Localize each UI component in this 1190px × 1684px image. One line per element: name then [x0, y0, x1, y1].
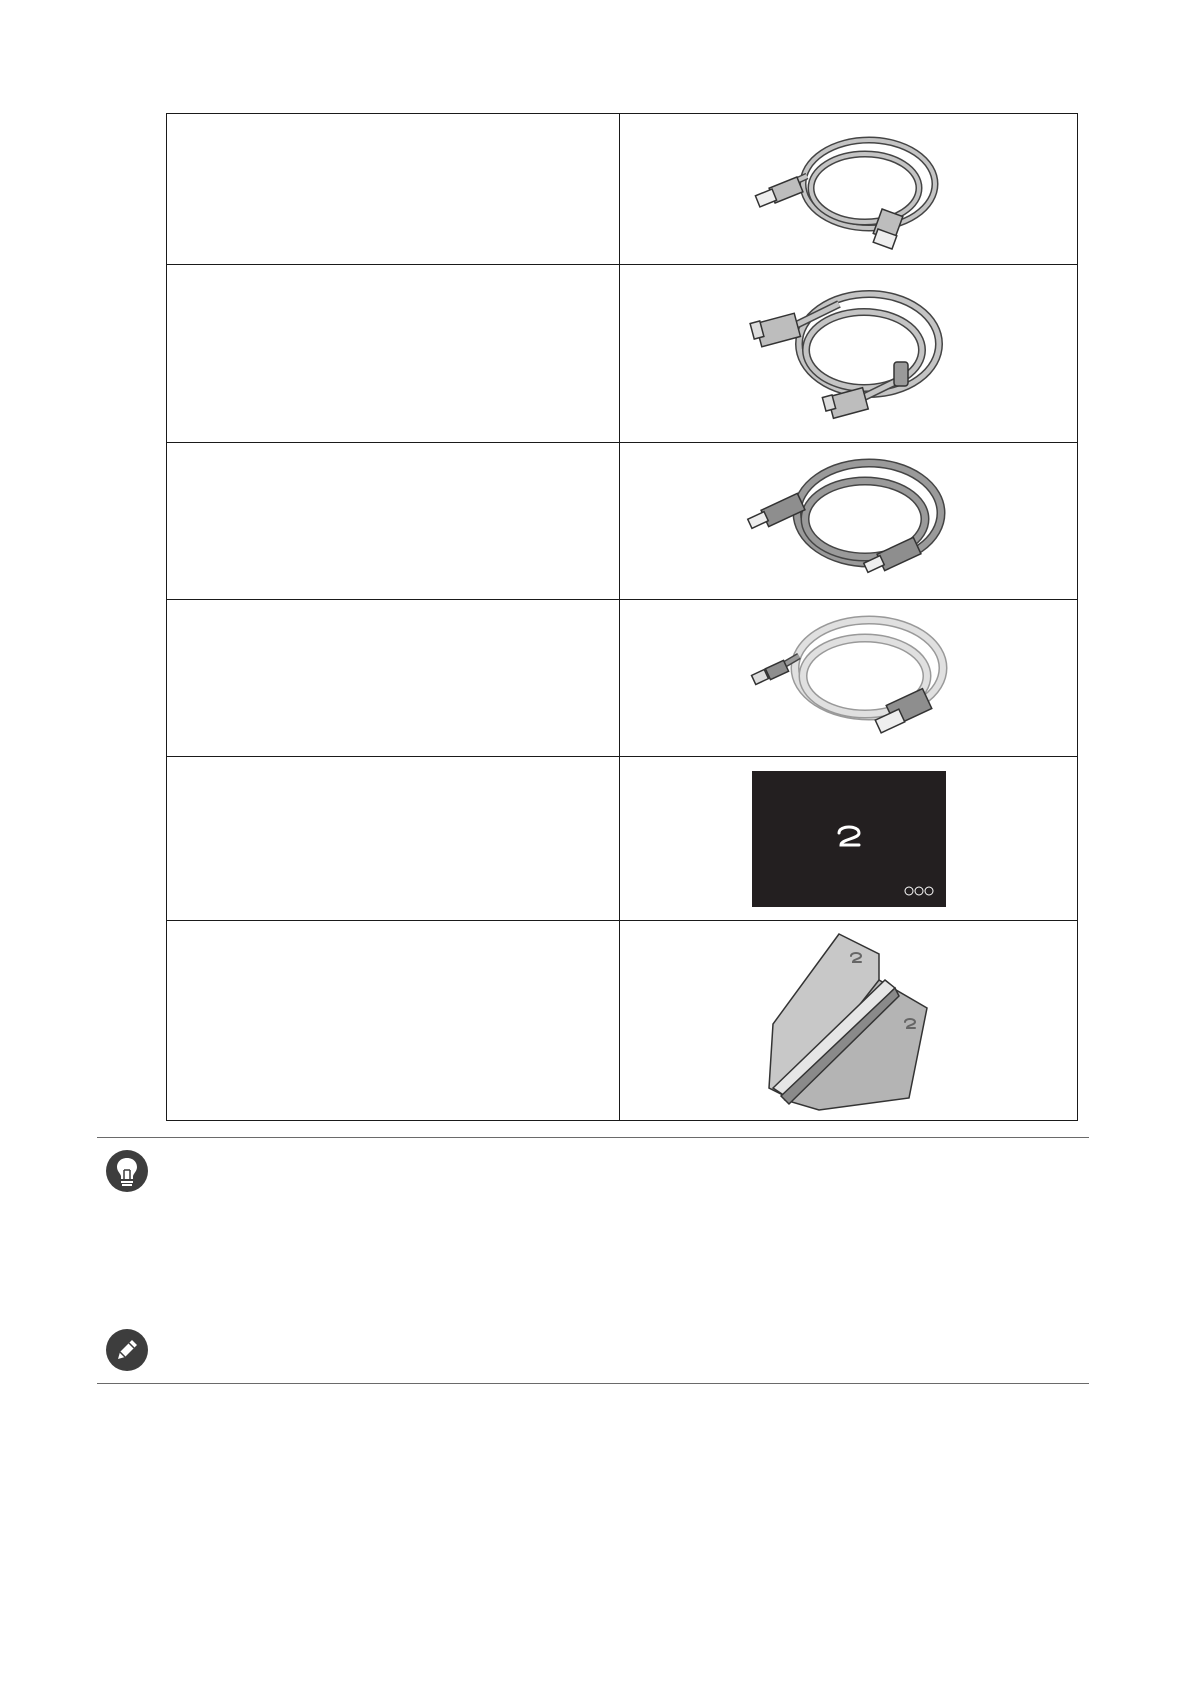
description-cell — [167, 114, 620, 265]
pencil-icon — [105, 1328, 149, 1372]
table-row — [167, 114, 1078, 265]
table-row — [167, 757, 1078, 921]
description-cell — [167, 921, 620, 1121]
top-divider — [97, 1137, 1089, 1138]
accessory-table — [166, 113, 1078, 1121]
displayport-cable-icon — [739, 608, 959, 748]
table-row — [167, 600, 1078, 757]
dvi-cable-icon — [744, 274, 954, 434]
bottom-divider — [97, 1383, 1089, 1384]
description-cell — [167, 600, 620, 757]
picture-cell — [620, 443, 1078, 600]
lightbulb-icon — [105, 1149, 149, 1193]
description-cell — [167, 443, 620, 600]
picture-cell — [620, 921, 1078, 1121]
picture-cell — [620, 600, 1078, 757]
table-row — [167, 443, 1078, 600]
description-cell — [167, 265, 620, 443]
table-row — [167, 265, 1078, 443]
shield-hood-icon — [759, 928, 939, 1114]
usb-cable-icon — [749, 124, 949, 254]
picture-cell — [620, 114, 1078, 265]
hdmi-cable-icon — [739, 451, 959, 591]
table-row — [167, 921, 1078, 1121]
protective-cover-icon — [752, 771, 946, 907]
picture-cell — [620, 757, 1078, 921]
picture-cell — [620, 265, 1078, 443]
description-cell — [167, 757, 620, 921]
